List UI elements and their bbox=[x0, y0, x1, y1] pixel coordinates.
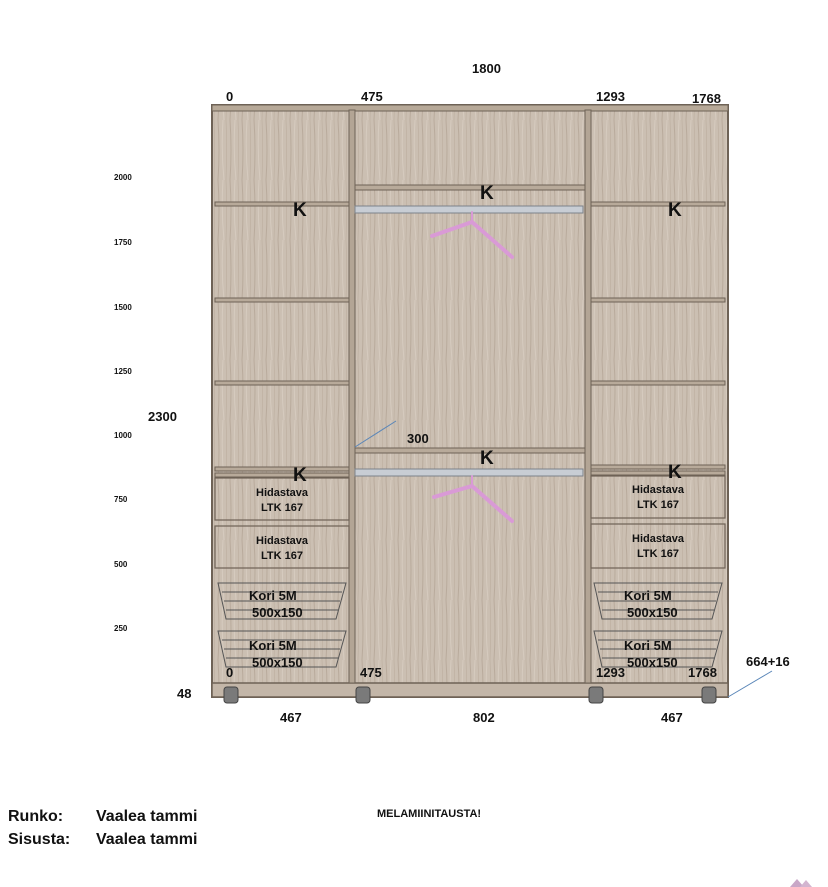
back-panel-note: MELAMIINITAUSTA! bbox=[377, 808, 482, 820]
height-label: 2300 bbox=[148, 409, 177, 424]
depth-label: 664+16 bbox=[746, 654, 790, 669]
basket-label bbox=[619, 587, 678, 621]
height-tick-1750: 1750 bbox=[114, 238, 132, 247]
height-tick-2000: 2000 bbox=[114, 173, 132, 182]
shelf-marker-k: K bbox=[293, 200, 307, 221]
top-width-label: 1800 bbox=[472, 61, 501, 76]
bottom-mark-475: 475 bbox=[360, 665, 382, 680]
basket-type: Kori 5M bbox=[624, 638, 672, 653]
material-row-frame bbox=[8, 808, 197, 826]
basket-label bbox=[244, 637, 303, 671]
basket-size: 500x150 bbox=[252, 655, 303, 670]
material-row-interior bbox=[8, 831, 197, 849]
height-tick-1000: 1000 bbox=[114, 431, 132, 440]
logo-mark bbox=[790, 879, 812, 887]
top-mark-0: 0 bbox=[226, 89, 234, 104]
top-mark-1768: 1768 bbox=[692, 91, 721, 106]
drawer-label bbox=[215, 486, 349, 516]
basket-size: 500x150 bbox=[252, 605, 303, 620]
drawer-type: Hidastava bbox=[632, 533, 684, 545]
basket-label bbox=[619, 637, 678, 671]
drawer-label bbox=[591, 532, 725, 562]
height-tick-250: 250 bbox=[114, 624, 128, 633]
shelf-marker-k: K bbox=[293, 465, 307, 486]
shelf-marker-k: K bbox=[480, 183, 494, 204]
bottom-width-right: 467 bbox=[661, 710, 683, 725]
height-tick-1500: 1500 bbox=[114, 303, 132, 312]
height-tick-1250: 1250 bbox=[114, 367, 132, 376]
bottom-mark-1768: 1768 bbox=[688, 665, 717, 680]
shelf-marker-k: K bbox=[480, 448, 494, 469]
shelf-depth-label: 300 bbox=[407, 431, 429, 446]
height-tick-500: 500 bbox=[114, 560, 128, 569]
drawer-type: Hidastava bbox=[256, 535, 308, 547]
material-value: Vaalea tammi bbox=[96, 808, 198, 825]
drawer-code: LTK 167 bbox=[637, 499, 679, 511]
drawer-label bbox=[591, 483, 725, 513]
basket-size: 500x150 bbox=[627, 605, 678, 620]
height-tick-750: 750 bbox=[114, 495, 128, 504]
material-label: Runko: bbox=[8, 808, 64, 825]
bottom-width-left: 467 bbox=[280, 710, 302, 725]
bottom-mark-1293: 1293 bbox=[596, 665, 625, 680]
top-mark-1293: 1293 bbox=[596, 89, 625, 104]
shelf-marker-k: K bbox=[668, 200, 682, 221]
material-value: Vaalea tammi bbox=[96, 831, 198, 848]
basket-type: Kori 5M bbox=[624, 588, 672, 603]
bottom-width-middle: 802 bbox=[473, 710, 495, 725]
material-label: Sisusta: bbox=[8, 831, 71, 848]
bottom-mark-0: 0 bbox=[226, 665, 234, 680]
drawer-code: LTK 167 bbox=[261, 550, 303, 562]
plinth-label: 48 bbox=[177, 686, 192, 701]
drawer-code: LTK 167 bbox=[637, 548, 679, 560]
drawer-label bbox=[215, 534, 349, 564]
drawer-code: LTK 167 bbox=[261, 502, 303, 514]
basket-size: 500x150 bbox=[627, 655, 678, 670]
basket-type: Kori 5M bbox=[249, 588, 297, 603]
basket-label bbox=[244, 587, 303, 621]
drawer-type: Hidastava bbox=[256, 487, 308, 499]
basket-type: Kori 5M bbox=[249, 638, 297, 653]
top-mark-475: 475 bbox=[361, 89, 383, 104]
shelf-marker-k: K bbox=[668, 462, 682, 483]
drawer-type: Hidastava bbox=[632, 484, 684, 496]
